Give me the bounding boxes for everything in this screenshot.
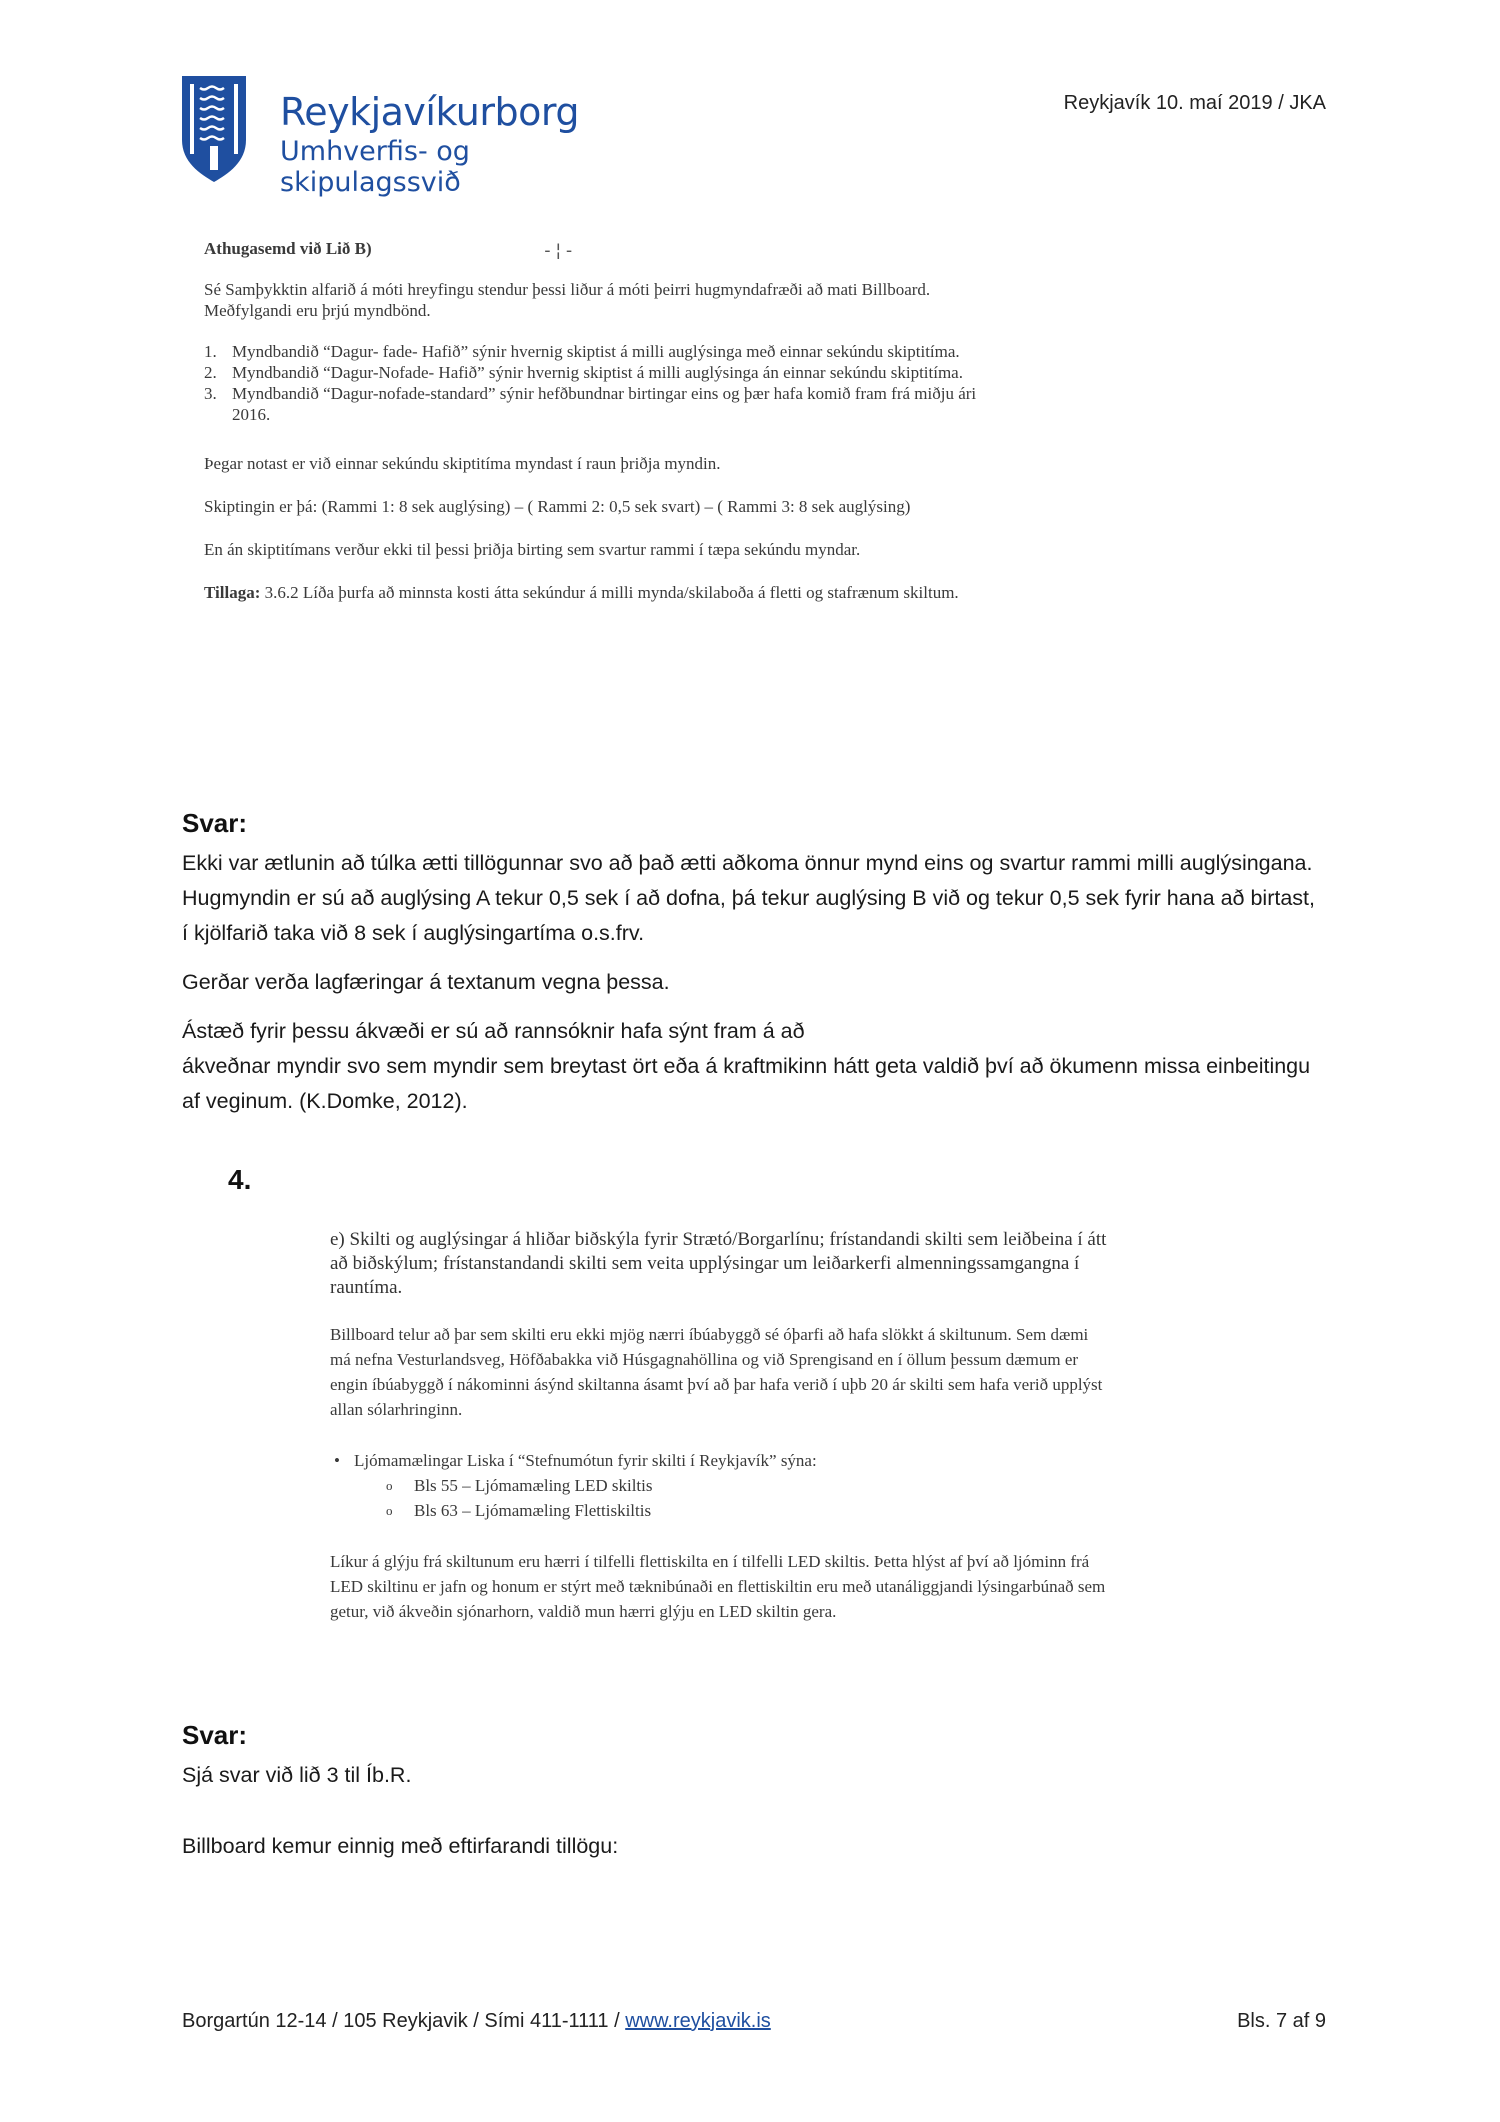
excerpt2-para: Billboard telur að þar sem skilti eru ekki mjög nærri íbúabyggð sé óþarfi að hafa slökkt á skiltunum. Sem dæmi má nefna Vesturlandsveg, Höfðabakka við Húsgagnahöllina og við Sprengisand en í öllum þessum dæmum er engin íbúabyggð í nákominni ásýnd skiltanna ásamt því að þar hafa verið í uþb 20 ár skilti sem hafa verið upplýst allan sólarhringinn.	[330, 1325, 1103, 1419]
answer-para: Sjá svar við lið 3 til Íb.R.	[182, 1763, 412, 1787]
answer-para: Gerðar verða lagfæringar á textanum vegna þessa.	[182, 970, 670, 994]
excerpt-intro: Sé Samþykktin alfarið á móti hreyfingu stendur þessi liður á móti þeirri hugmyndafræði að mati Billboard. Meðfylgandi eru þrjú myndbönd.	[204, 280, 931, 320]
video-list	[204, 341, 984, 425]
answer-body	[182, 1758, 1322, 1864]
excerpt-para: Skiptingin er þá: (Rammi 1: 8 sek auglýsing) – ( Rammi 2: 0,5 sek svart) – ( Rammi 3: 8 sek auglýsing)	[204, 497, 911, 516]
excerpt2-heading: e) Skilti og auglýsingar á hliðar biðskýla fyrir Strætó/Borgarlínu; frístandandi skilti sem leiðbeina í átt að biðskýlum; frístanstandandi skilti sem veita upplýsingar um leiðarkerfi almenningssamgangna í rauntíma.	[330, 1229, 1107, 1298]
footer-website-link[interactable]: www.reykjavik.is	[625, 2010, 771, 2032]
section-number: 4.	[228, 1164, 252, 1195]
sub-item: o Bls 63 – Ljómamæling Flettiskiltis	[386, 1501, 652, 1520]
answer-para: Billboard kemur einnig með eftirfarandi tillögu:	[182, 1834, 619, 1858]
excerpt2-para: Líkur á glýju frá skiltunum eru hærri í tilfelli flettiskilta en í tilfelli LED skiltis. Þetta hlýst af því að ljóminn frá LED skiltinu er jafn og honum er stýrt með tæknibúnaði en flettiskiltin eru með utanáliggjandi lýsingarbúnað sem getur, við ákveðin sjónarhorn, valdið mun hærri glýju en LED skiltin gera.	[330, 1552, 1106, 1621]
reykjavik-shield-icon	[180, 74, 248, 184]
sub-bullet-icon: o	[386, 1478, 393, 1493]
header-date: Reykjavík 10. maí 2019 / JKA	[1063, 92, 1326, 114]
list-item: 1. Myndbandið “Dagur- fade- Hafið” sýnir hvernig skiptist á milli auglýsinga með einnar sekúndu skiptitíma.	[204, 342, 960, 361]
answer-heading: Svar:	[182, 1720, 248, 1750]
logo	[180, 74, 630, 198]
footer-address: Borgartún 12-14 / 105 Reykjavik / Sími 411-1111 /	[182, 2010, 626, 2032]
bullet-icon: •	[334, 1451, 340, 1470]
excerpt-para: Þegar notast er við einnar sekúndu skiptitíma myndast í raun þriðja myndin.	[204, 454, 721, 473]
scanned-excerpt-lid-b	[204, 238, 984, 603]
answer-heading: Svar:	[182, 808, 248, 838]
list-item: 3. Myndbandið “Dagur-nofade-standard” sýnir hefðbundnar birtingar eins og þær hafa komið fram frá miðju ári 2016.	[204, 384, 977, 424]
excerpt-para: En án skiptitímans verður ekki til þessi þriðja birting sem svartur rammi í tæpa sekúndu myndar.	[204, 540, 861, 559]
answer-para: Ekki var ætlunin að túlka ætti tillögunnar svo að það ætti aðkoma önnur mynd eins og svartur rammi milli auglýsingana. Hugmyndin er sú að auglýsing A tekur 0,5 sek í að dofna, þá tekur auglýsing B við og tekur 0,5 sek fyrir hana að birtast, í kjölfarið taka við 8 sek í auglýsingartíma o.s.frv.	[182, 851, 1315, 945]
page-number: Bls. 7 af 9	[1237, 2010, 1326, 2032]
sub-item: o Bls 55 – Ljómamæling LED skiltis	[386, 1476, 653, 1495]
sub-bullet-icon: o	[386, 1503, 393, 1518]
proposal-label: Tillaga:	[204, 583, 261, 602]
bullet-item: • Ljómamælingar Liska í “Stefnumótun fyrir skilti í Reykjavík” sýna:	[334, 1451, 817, 1470]
proposal-text: 3.6.2 Líða þurfa að minnsta kosti átta sekúndur á milli mynda/skilaboða á fletti og stafrænum skiltum.	[260, 583, 959, 602]
scanned-excerpt-e	[330, 1228, 1110, 1624]
answer-para: Ástæð fyrir þessu ákvæði er sú að rannsóknir hafa sýnt fram á að ákveðnar myndir svo sem myndir sem breytast ört eða á kraftmikinn hátt geta valdið því að ökumenn missa einbeitingu af veginum. (K.Domke, 2012).	[182, 1019, 1311, 1113]
crosshair-mark: -¦-	[542, 240, 575, 261]
logo-subtitle: Umhverfis- og skipulagssvið	[280, 136, 470, 198]
excerpt-proposal	[204, 582, 984, 603]
excerpt-title: Athugasemd við Lið B)	[204, 239, 372, 258]
answer-body	[182, 846, 1322, 1119]
list-item: 2. Myndbandið “Dagur-Nofade- Hafið” sýnir hvernig skiptist á milli auglýsinga án einnar sekúndu skiptitíma.	[204, 363, 963, 382]
logo-name: Reykjavíkurborg	[280, 90, 579, 134]
footer	[182, 2010, 1326, 2033]
